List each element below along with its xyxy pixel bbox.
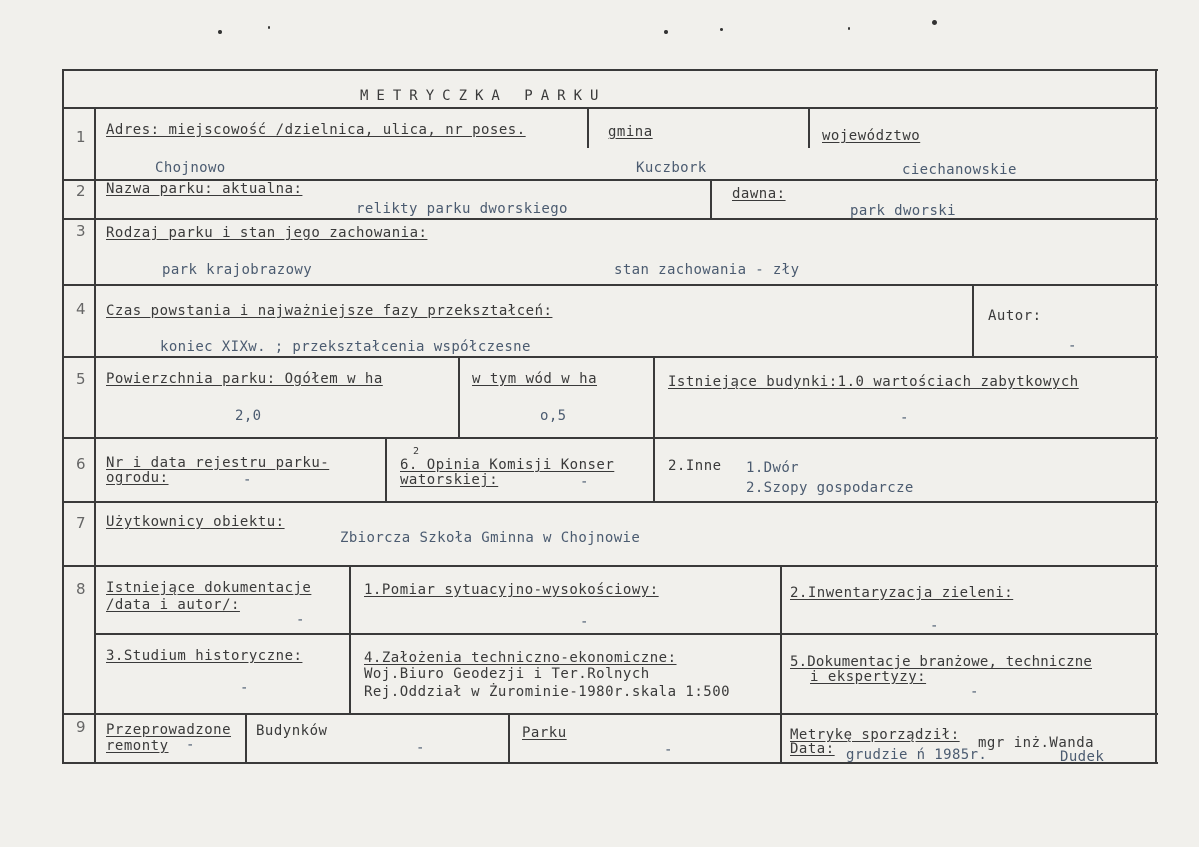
row-sep (62, 713, 1158, 715)
col-sep (508, 714, 510, 762)
time-label: Czas powstania i najważniejsze fazy przekształceń: (106, 303, 553, 319)
col-sep (808, 108, 810, 148)
gmina-label: gmina (608, 124, 653, 140)
row-sep (62, 501, 1158, 503)
col-sep (349, 566, 351, 714)
opinion-superscript: 2 (413, 446, 420, 457)
col-sep (245, 714, 247, 762)
speck (720, 28, 723, 31)
col-sep (780, 566, 782, 714)
documents-label: Istniejące dokumentacje (106, 580, 312, 596)
repairs-label-2: remonty (106, 738, 169, 754)
frame-left (62, 69, 64, 764)
made-by-value: mgr inż.Wanda (978, 735, 1095, 751)
col-sep (710, 180, 712, 218)
date-value: grudzie ń 1985r. (846, 747, 988, 763)
park-type-label: Rodzaj parku i stan jego zachowania: (106, 225, 428, 241)
users-label: Użytkownicy obiektu: (106, 514, 285, 530)
other-label: 2.Inne (668, 458, 722, 474)
row-number: 4 (76, 300, 86, 318)
repairs-park-value: - (664, 742, 673, 758)
row-sep (62, 218, 1158, 220)
row-sep (62, 356, 1158, 358)
area-label: Powierzchnia parku: Ogółem w ha (106, 371, 383, 387)
speck (664, 30, 668, 34)
inventory-value: - (930, 618, 939, 634)
opinion-value: - (580, 474, 589, 490)
address-label: Adres: miejscowość /dzielnica, ulica, nr poses. (106, 122, 526, 138)
author-label: Autor: (988, 308, 1042, 324)
row-sep (62, 107, 1158, 109)
branch-docs-label-2: i ekspertyzy: (810, 669, 927, 685)
repairs-label: Przeprowadzone (106, 722, 232, 738)
col-sep (385, 438, 387, 501)
users-value: Zbiorcza Szkoła Gminna w Chojnowie (340, 530, 641, 546)
former-name-value: park dworski (850, 203, 956, 219)
branch-docs-label: 5.Dokumentacje branżowe, techniczne (790, 654, 1093, 670)
col-sep (972, 285, 974, 357)
row-number: 5 (76, 370, 86, 388)
park-name-label: Nazwa parku: aktualna: (106, 181, 303, 197)
repairs-dash: - (186, 737, 195, 753)
speck (932, 20, 937, 25)
tech-value-1: Woj.Biuro Geodezji i Ter.Rolnych (364, 666, 650, 682)
date-label: Data: (790, 741, 835, 757)
opinion-label: 6. Opinia Komisji Konser (400, 457, 615, 473)
repairs-buildings-label: Budynków (256, 723, 328, 739)
former-name-label: dawna: (732, 186, 786, 202)
park-type-value: park krajobrazowy (162, 262, 313, 278)
branch-docs-value: - (970, 684, 979, 700)
tech-value-2: Rej.Oddział w Żurominie-1980r.skala 1:500 (364, 684, 731, 700)
register-value: - (243, 472, 252, 488)
survey-value: - (580, 614, 589, 630)
documents-value: - (296, 612, 305, 628)
address-value: Chojnowo (155, 160, 226, 176)
park-name-value: relikty parku dworskiego (356, 201, 568, 217)
speck (848, 27, 850, 30)
gmina-value: Kuczbork (636, 160, 707, 176)
other-item-2: 2.Szopy gospodarcze (746, 480, 914, 496)
col-sep (780, 714, 782, 762)
col-sep (653, 438, 655, 501)
row-number: 8 (76, 580, 86, 598)
buildings-label: Istniejące budynki:1.0 wartościach zabytkowych (668, 374, 1079, 390)
voivodeship-value: ciechanowskie (902, 162, 1017, 178)
speck (268, 26, 270, 29)
opinion-label-2: watorskiej: (400, 472, 499, 488)
time-value: koniec XIXw. ; przekształcenia współczesne (160, 339, 531, 355)
col-sep (587, 108, 589, 148)
repairs-buildings-value: - (416, 740, 425, 756)
register-label: Nr i data rejestru parku- (106, 455, 330, 471)
form-title: METRYCZKA PARKU (360, 88, 607, 104)
history-label: 3.Studium historyczne: (106, 648, 303, 664)
frame-bottom (62, 762, 1158, 764)
num-column-line (94, 108, 96, 764)
speck (218, 30, 222, 34)
other-item-1: 1.Dwór (746, 460, 799, 476)
survey-label: 1.Pomiar sytuacyjno-wysokościowy: (364, 582, 659, 598)
col-sep (653, 357, 655, 437)
area-value: 2,0 (235, 408, 262, 424)
history-value: - (240, 680, 249, 696)
water-value: o,5 (540, 408, 567, 424)
frame-right (1155, 69, 1157, 764)
row-number: 1 (76, 128, 86, 146)
water-label: w tym wód w ha (472, 371, 598, 387)
row-number: 2 (76, 182, 86, 200)
made-by-surname: Dudek (1060, 749, 1105, 765)
author-value: - (1068, 338, 1077, 354)
row-number: 3 (76, 222, 86, 240)
buildings-value: - (900, 410, 909, 426)
inventory-label: 2.Inwentaryzacja zieleni: (790, 585, 1014, 601)
row-sep (62, 565, 1158, 567)
row-number: 9 (76, 718, 86, 736)
row-sep-inner (94, 633, 1158, 635)
documents-label-2: /data i autor/: (106, 597, 240, 613)
frame-top (62, 69, 1158, 71)
voivodeship-label: województwo (822, 128, 921, 144)
row-sep (62, 437, 1158, 439)
state-value: stan zachowania - zły (614, 262, 800, 278)
row-sep (62, 284, 1158, 286)
repairs-park-label: Parku (522, 725, 567, 741)
col-sep (458, 357, 460, 437)
row-number: 7 (76, 514, 86, 532)
tech-label: 4.Założenia techniczno-ekonomiczne: (364, 650, 677, 666)
row-number: 6 (76, 455, 86, 473)
made-by-label: Metrykę sporządził: (790, 727, 960, 743)
register-label-2: ogrodu: (106, 470, 169, 486)
